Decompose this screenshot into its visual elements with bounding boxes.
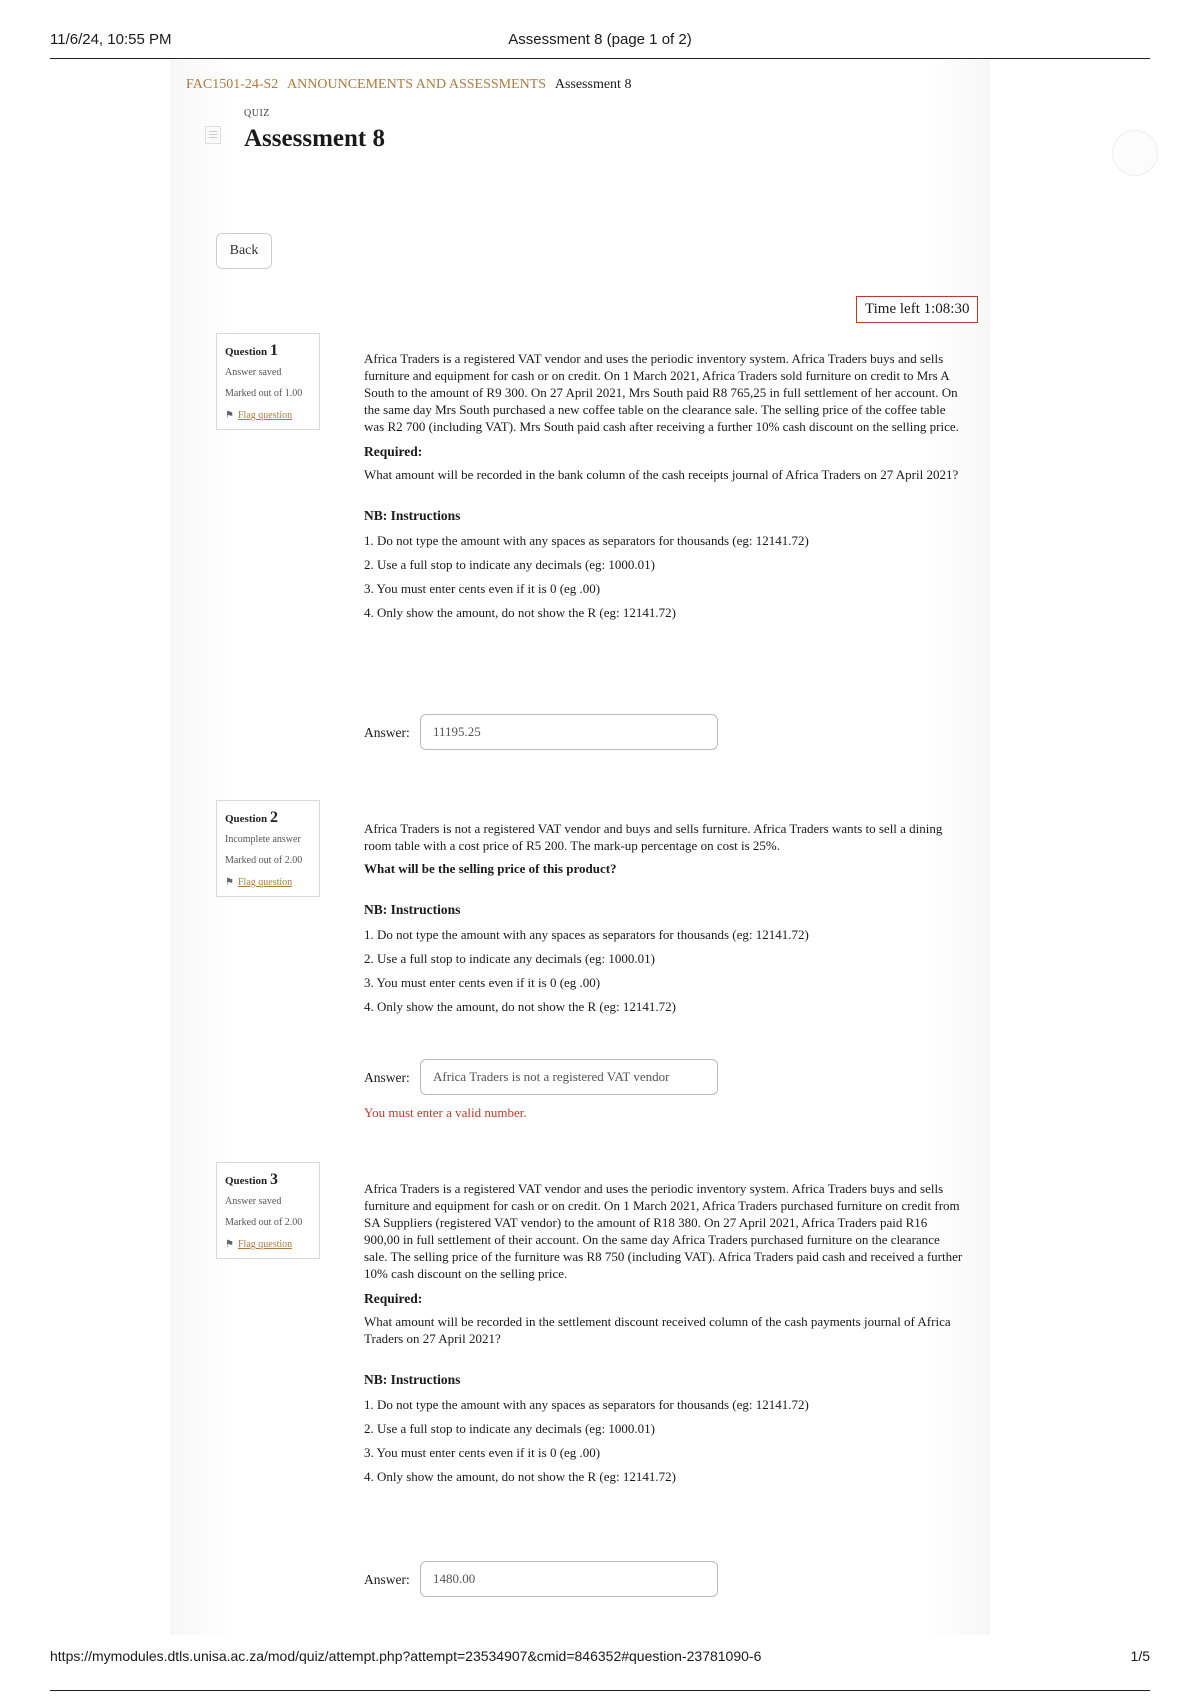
instruction-item: 4. Only show the amount, do not show the R (eg: 12141.72) bbox=[364, 605, 676, 620]
page-title: Assessment 8 bbox=[244, 125, 385, 152]
answer-label: Answer: bbox=[364, 725, 410, 740]
flag-question-link[interactable]: Flag question bbox=[238, 877, 293, 888]
instructions-list bbox=[364, 1396, 964, 1485]
answer-input[interactable] bbox=[420, 1561, 718, 1597]
answer-label: Answer: bbox=[364, 1572, 410, 1587]
instruction-item: 1. Do not type the amount with any spaces as separators for thousands (eg: 12141.72) bbox=[364, 533, 809, 548]
question-prompt: What amount will be recorded in the settlement discount received column of the cash payments journal of Africa Traders on 27 April 2021? bbox=[364, 1314, 951, 1346]
instruction-item: 4. Only show the amount, do not show the R (eg: 12141.72) bbox=[364, 1469, 676, 1484]
question-number: Question 2 bbox=[225, 809, 278, 826]
question-prompt: What will be the selling price of this product? bbox=[364, 861, 617, 876]
flag-icon: ⚑ bbox=[225, 410, 234, 421]
flag-question-link[interactable]: Flag question bbox=[238, 1239, 293, 1250]
instructions-list bbox=[364, 926, 964, 1015]
flag-icon: ⚑ bbox=[225, 1239, 234, 1250]
print-header bbox=[50, 28, 1150, 59]
print-title: Assessment 8 (page 1 of 2) bbox=[508, 31, 692, 48]
breadcrumb-section-link[interactable]: ANNOUNCEMENTS AND ASSESSMENTS bbox=[287, 77, 547, 92]
flag-icon: ⚑ bbox=[225, 877, 234, 888]
instruction-item: 3. You must enter cents even if it is 0 (eg .00) bbox=[364, 975, 601, 990]
instructions-heading: NB: Instructions bbox=[364, 1372, 461, 1387]
question-1-content bbox=[364, 350, 964, 628]
question-marks: Marked out of 2.00 bbox=[225, 855, 303, 866]
print-url: https://mymodules.dtls.unisa.ac.za/mod/quiz/attempt.php?attempt=23534907&cmid=846352#question-23781090-6 bbox=[50, 1648, 762, 1664]
question-state: Answer saved bbox=[225, 1196, 282, 1207]
question-state: Incomplete answer bbox=[225, 834, 301, 845]
activity-type-label: QUIZ bbox=[244, 108, 270, 119]
question-prompt: What amount will be recorded in the bank column of the cash receipts journal of Africa Traders on 27 April 2021? bbox=[364, 467, 959, 482]
question-1-info bbox=[216, 333, 320, 430]
question-number: Question 3 bbox=[225, 1171, 278, 1188]
instructions-heading: NB: Instructions bbox=[364, 902, 461, 917]
question-3-info bbox=[216, 1162, 320, 1259]
question-text: Africa Traders is a registered VAT vendor and uses the periodic inventory system. Africa Traders buys and sells furniture and equipment for cash or on credit. On 1 March 2021, Africa Traders purchased furniture on credit from SA Suppliers (registered VAT vendor) to the amount of R18 380. On 27 April 2021, Africa Traders paid R16 900,00 in full settlement of their account. On the same day Africa Traders purchased furniture on the clearance sale. The selling price of the furniture was R8 750 (including VAT). Africa Traders paid cash and received a further 10% cash discount on the selling price. bbox=[364, 1181, 963, 1281]
instructions-heading: NB: Instructions bbox=[364, 508, 461, 523]
question-2-info bbox=[216, 800, 320, 897]
breadcrumb-current: Assessment 8 bbox=[554, 77, 632, 92]
validation-error: You must enter a valid number. bbox=[364, 1105, 527, 1120]
question-3-content bbox=[364, 1180, 964, 1492]
flag-question-toggle[interactable] bbox=[225, 1239, 311, 1250]
instruction-item: 2. Use a full stop to indicate any decimals (eg: 1000.01) bbox=[364, 1421, 655, 1436]
required-heading: Required: bbox=[364, 1291, 423, 1306]
flag-question-toggle[interactable] bbox=[225, 877, 311, 888]
breadcrumb bbox=[186, 77, 631, 93]
flag-question-link[interactable]: Flag question bbox=[238, 410, 293, 421]
answer-input[interactable] bbox=[420, 1059, 718, 1095]
question-text: Africa Traders is a registered VAT vendor and uses the periodic inventory system. Africa Traders buys and sells furniture and equipment for cash or on credit. On 1 March 2021, Africa Traders sold furniture on credit to Mrs A South to the amount of R9 300. On 27 April 2021, Mrs South paid R8 765,25 in full settlement of her account. On the same day Mrs South purchased a new coffee table on the clearance sale. The selling price of the coffee table was R2 700 (including VAT). Mrs South paid cash after receiving a further 10% cash discount on the selling price. bbox=[364, 351, 959, 434]
instruction-item: 1. Do not type the amount with any spaces as separators for thousands (eg: 12141.72) bbox=[364, 927, 809, 942]
question-number: Question 1 bbox=[225, 342, 278, 359]
instruction-item: 3. You must enter cents even if it is 0 (eg .00) bbox=[364, 581, 601, 596]
quiz-timer: Time left 1:08:30 bbox=[856, 296, 978, 323]
instruction-item: 3. You must enter cents even if it is 0 (eg .00) bbox=[364, 1445, 601, 1460]
back-button[interactable]: Back bbox=[216, 233, 272, 269]
required-heading: Required: bbox=[364, 444, 423, 459]
instruction-item: 2. Use a full stop to indicate any decimals (eg: 1000.01) bbox=[364, 951, 655, 966]
quiz-icon bbox=[205, 126, 221, 144]
question-text: Africa Traders is not a registered VAT vendor and buys and sells furniture. Africa Traders wants to sell a dining room table with a cost price of R5 200. The mark-up percentage on cost is 25%. bbox=[364, 821, 943, 853]
instructions-list bbox=[364, 532, 964, 621]
question-marks: Marked out of 1.00 bbox=[225, 388, 303, 399]
instruction-item: 1. Do not type the amount with any spaces as separators for thousands (eg: 12141.72) bbox=[364, 1397, 809, 1412]
breadcrumb-course-link[interactable]: FAC1501-24-S2 bbox=[186, 77, 279, 92]
instruction-item: 2. Use a full stop to indicate any decimals (eg: 1000.01) bbox=[364, 557, 655, 572]
drawer-toggle-button[interactable] bbox=[1112, 130, 1158, 176]
answer-input[interactable] bbox=[420, 714, 718, 750]
flag-question-toggle[interactable] bbox=[225, 410, 311, 421]
question-marks: Marked out of 2.00 bbox=[225, 1217, 303, 1228]
footer-divider bbox=[50, 1690, 1150, 1691]
question-2-content bbox=[364, 820, 964, 1022]
answer-label: Answer: bbox=[364, 1070, 410, 1085]
print-page-number: 1/5 bbox=[1130, 1648, 1150, 1664]
question-state: Answer saved bbox=[225, 367, 282, 378]
instruction-item: 4. Only show the amount, do not show the R (eg: 12141.72) bbox=[364, 999, 676, 1014]
print-datetime: 11/6/24, 10:55 PM bbox=[50, 31, 172, 48]
